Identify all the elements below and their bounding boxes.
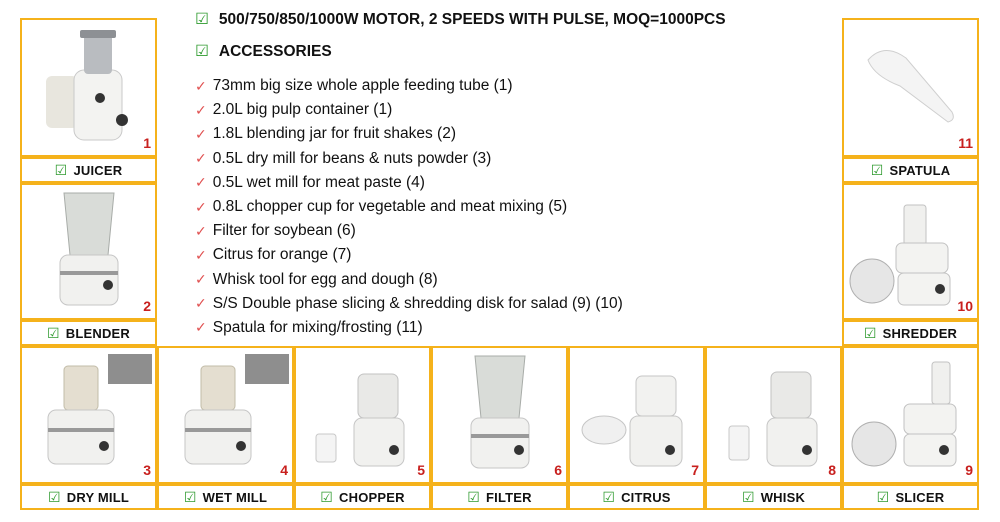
citrus-image (570, 348, 703, 482)
checkbox-check-icon: ☑ (320, 488, 334, 505)
checkbox-check-icon: ☑ (46, 324, 60, 341)
headline-text: 500/750/850/1000W MOTOR, 2 SPEEDS WITH PULSE, MOQ=1000PCS (218, 11, 726, 28)
blender-photo-frame (20, 183, 157, 320)
product-number: 8 (828, 462, 836, 478)
feature-item: ✓ S/S Double phase slicing & shredding disk for salad (9) (10) (195, 294, 623, 312)
checkbox-check-icon: ☑ (183, 488, 197, 505)
dry-mill-photo-frame (20, 346, 157, 484)
tick-mark-icon: ✓ (195, 174, 207, 191)
chopper-photo-frame (294, 346, 431, 484)
dry-mill-caption: ☑ DRY MILL (20, 484, 157, 510)
checkbox-check-icon: ☑ (876, 488, 890, 505)
tick-mark-icon: ✓ (195, 101, 207, 118)
checkbox-check-icon: ☑ (602, 488, 616, 505)
feature-item: ✓ 2.0L big pulp container (1) (195, 101, 393, 119)
product-number: 5 (417, 462, 425, 478)
slicer-caption: ☑ SLICER (842, 484, 979, 510)
feature-item: ✓ 0.5L dry mill for beans & nuts powder (3) (195, 149, 492, 167)
tick-mark-icon: ✓ (195, 198, 207, 215)
wet-mill-image (159, 348, 292, 482)
spatula-photo-frame (842, 18, 979, 157)
feature-item: ✓ 1.8L blending jar for fruit shakes (2) (195, 125, 456, 143)
checkbox-check-icon: ☑ (195, 11, 209, 28)
tick-mark-icon: ✓ (195, 319, 207, 336)
tick-mark-icon: ✓ (195, 222, 207, 239)
checkbox-check-icon: ☑ (863, 324, 877, 341)
slicer-photo-frame (842, 346, 979, 484)
whisk-photo-frame (705, 346, 842, 484)
shredder-photo-frame (842, 183, 979, 320)
feature-item: ✓ 73mm big size whole apple feeding tube (1) (195, 77, 513, 95)
feature-list (195, 74, 623, 340)
tick-mark-icon: ✓ (195, 295, 207, 312)
citrus-caption: ☑ CITRUS (568, 484, 705, 510)
checkbox-check-icon: ☑ (870, 161, 884, 178)
checkbox-check-icon: ☑ (467, 488, 481, 505)
checkbox-check-icon: ☑ (54, 161, 68, 178)
filter-photo-frame (431, 346, 568, 484)
spatula-image (844, 20, 977, 155)
dry-mill-image (22, 348, 155, 482)
product-number: 6 (554, 462, 562, 478)
tick-mark-icon: ✓ (195, 125, 207, 142)
filter-caption: ☑ FILTER (431, 484, 568, 510)
headline (195, 10, 835, 29)
product-number: 11 (958, 135, 973, 151)
chopper-caption: ☑ CHOPPER (294, 484, 431, 510)
tick-mark-icon: ✓ (195, 77, 207, 94)
product-number: 10 (957, 298, 973, 314)
chopper-image (296, 348, 429, 482)
juicer-photo-frame (20, 18, 157, 157)
blender-image (22, 185, 155, 318)
accessories-title: ACCESSORIES (218, 43, 332, 60)
feature-item: ✓ Citrus for orange (7) (195, 246, 352, 264)
citrus-photo-frame (568, 346, 705, 484)
tick-mark-icon: ✓ (195, 246, 207, 263)
feature-item: ✓ 0.5L wet mill for meat paste (4) (195, 173, 425, 191)
wet-mill-caption: ☑ WET MILL (157, 484, 294, 510)
product-number: 2 (143, 298, 151, 314)
filter-image (433, 348, 566, 482)
spatula-caption: ☑ SPATULA (842, 157, 979, 183)
feature-item: ✓ Spatula for mixing/frosting (11) (195, 318, 423, 336)
whisk-image (707, 348, 840, 482)
product-number: 1 (143, 135, 151, 151)
checkbox-check-icon: ☑ (195, 43, 209, 60)
feature-item: ✓ Whisk tool for egg and dough (8) (195, 270, 438, 288)
product-number: 4 (280, 462, 288, 478)
product-number: 3 (143, 462, 151, 478)
juicer-caption: ☑ JUICER (20, 157, 157, 183)
checkbox-check-icon: ☑ (741, 488, 755, 505)
slicer-image (844, 348, 977, 482)
feature-item: ✓ 0.8L chopper cup for vegetable and meat mixing (5) (195, 198, 568, 216)
juicer-image (22, 20, 155, 155)
blender-caption: ☑ BLENDER (20, 320, 157, 346)
accessories-heading (195, 42, 332, 61)
shredder-caption: ☑ SHREDDER (842, 320, 979, 346)
product-number: 7 (691, 462, 699, 478)
checkbox-check-icon: ☑ (47, 488, 61, 505)
tick-mark-icon: ✓ (195, 271, 207, 288)
feature-item: ✓ Filter for soybean (6) (195, 222, 356, 240)
tick-mark-icon: ✓ (195, 150, 207, 167)
whisk-caption: ☑ WHISK (705, 484, 842, 510)
product-number: 9 (965, 462, 973, 478)
wet-mill-photo-frame (157, 346, 294, 484)
